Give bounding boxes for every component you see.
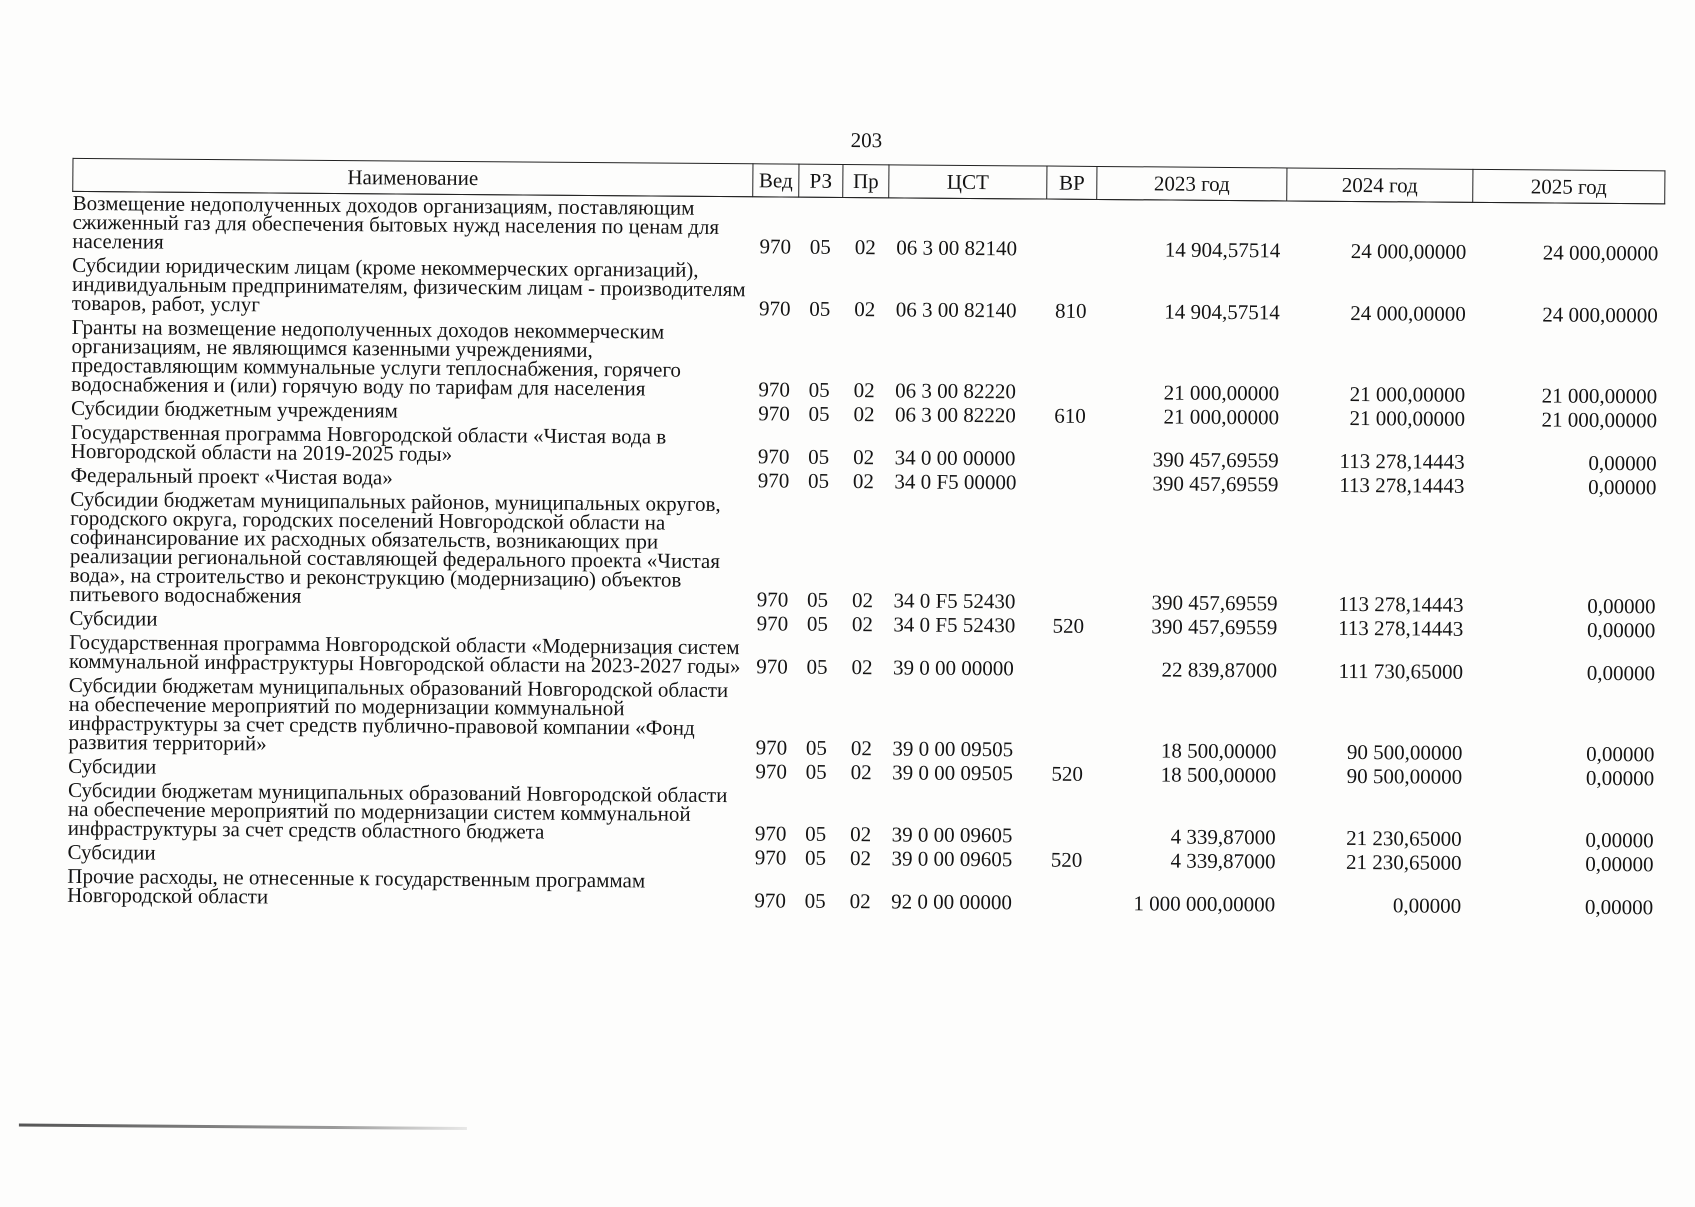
cell-y2025: 0,00000 [1588, 474, 1657, 500]
cell-vr [1042, 787, 1092, 849]
cell-y2023: 390 457,69559 [1152, 471, 1279, 497]
cell-y2025: 24 000,00000 [1542, 302, 1658, 328]
cell-rz: 05 [808, 401, 830, 426]
cell-y2025: 0,00000 [1586, 660, 1656, 686]
cell-name: Субсидии бюджетам муниципальных районов, муниципальных округов, городского округа, городских поселений Новгородской области на софинансирование их расходных обязательств, возникающих при реализации региональной составляющей федерального проекта «Чистая вода», на строительство и реконструкцию (модернизацию) объектов питьевого водоснабжения [69, 486, 721, 608]
cell-rz: 05 [805, 735, 827, 760]
cell-vr [1044, 472, 1094, 496]
cell-pr: 02 [850, 736, 872, 761]
cell-y2025: 0,00000 [1587, 593, 1656, 619]
cell-name: Возмещение недополученных доходов организациям, поставляющим сжиженный газ для обеспечения бытовых нужд населения по ценам для населения [72, 190, 720, 254]
cell-cst: 34 0 F5 52430 [893, 612, 1016, 638]
cell-ved: 970 [759, 296, 791, 321]
cell-y2023: 18 500,00000 [1160, 762, 1277, 788]
cell-vr: 610 [1054, 403, 1086, 428]
cell-rz: 05 [806, 587, 829, 612]
cell-rz: 05 [808, 377, 830, 402]
cell-y2024: 113 278,14443 [1338, 615, 1464, 641]
cell-pr: 02 [851, 588, 874, 613]
table-row [69, 488, 1662, 619]
cell-pr: 02 [854, 297, 876, 322]
cell-cst: 34 0 F5 00000 [894, 469, 1017, 495]
header-pr: Пр [843, 164, 889, 197]
cell-y2024: 21 230,65000 [1346, 825, 1462, 851]
cell-y2023: 21 000,00000 [1163, 380, 1280, 406]
cell-cst: 39 0 00 09605 [891, 822, 1013, 848]
cell-y2025: 0,00000 [1586, 741, 1655, 767]
cell-ved: 970 [755, 759, 788, 784]
table-body [67, 191, 1665, 920]
cell-y2024: 24 000,00000 [1350, 238, 1467, 264]
header-cst: ЦСТ [889, 165, 1047, 199]
header-2025: 2025 год [1473, 169, 1665, 204]
cell-name: Субсидии [69, 605, 158, 631]
cell-y2025: 0,00000 [1584, 894, 1654, 920]
cell-name: Прочие расходы, не отнесенные к государственным программам Новгородской области [67, 863, 646, 909]
cell-y2025: 21 000,00000 [1541, 407, 1658, 433]
cell-y2024: 24 000,00000 [1350, 300, 1466, 326]
scan-artifact-line [19, 1124, 467, 1131]
header-2023: 2023 год [1097, 166, 1287, 200]
cell-rz: 05 [804, 845, 827, 870]
cell-vr [1043, 496, 1094, 615]
cell-ved: 970 [754, 821, 787, 846]
cell-cst: 39 0 00 09505 [892, 760, 1014, 786]
cell-vr [1042, 682, 1093, 763]
cell-cst: 39 0 00 09605 [891, 846, 1013, 872]
cell-y2023: 14 904,57514 [1164, 237, 1281, 263]
cell-name: Субсидии бюджетным учреждениям [70, 395, 398, 423]
table-row [68, 674, 1661, 768]
cell-pr: 02 [849, 846, 872, 871]
cell-vr: 520 [1052, 613, 1085, 638]
budget-table [67, 158, 1666, 920]
cell-pr: 02 [853, 378, 875, 403]
header-name: Наименование [73, 158, 753, 196]
cell-y2025: 24 000,00000 [1542, 240, 1659, 266]
cell-vr: 810 [1054, 298, 1087, 323]
cell-y2024: 113 278,14443 [1339, 472, 1465, 498]
cell-cst: 39 0 00 00000 [892, 655, 1014, 681]
cell-name: Субсидии [67, 839, 156, 865]
page-number: 203 [850, 128, 883, 153]
cell-name: Субсидии бюджетам муниципальных образований Новгородской области на обеспечение мероприятий по модернизации коммунальной инфраструктуры за счет средств публично-правовой компании «Фонд развития территорий» [68, 672, 729, 756]
cell-cst: 06 3 00 82140 [896, 235, 1018, 261]
cell-rz: 05 [806, 654, 828, 679]
cell-pr: 02 [852, 469, 875, 494]
cell-vr [1041, 873, 1091, 916]
cell-pr: 02 [853, 402, 875, 427]
header-ved: Вед [753, 164, 799, 197]
cell-rz: 05 [804, 888, 826, 913]
cell-vr [1043, 639, 1093, 682]
cell-ved: 970 [754, 888, 787, 913]
cell-y2023: 22 839,87000 [1161, 657, 1278, 683]
cell-name: Федеральный проект «Чистая вода» [70, 462, 393, 490]
cell-ved: 970 [754, 845, 787, 870]
cell-name: Гранты на возмещение недополученных доходов некоммерческим организациям, не являющимся казенными учреждениями, предоставляющим коммунальные услуги теплоснабжения, горячего водоснабжения и (или) горячую воду по тарифам для населения [71, 314, 682, 401]
cell-rz: 05 [805, 759, 827, 784]
cell-ved: 970 [757, 444, 790, 469]
cell-vr [1045, 324, 1096, 405]
cell-pr: 02 [851, 655, 873, 680]
cell-ved: 970 [755, 735, 788, 760]
cell-cst: 34 0 00 00000 [894, 445, 1016, 471]
table-row [71, 316, 1664, 410]
cell-y2023: 1 000 000,00000 [1133, 891, 1276, 917]
header-2024: 2024 год [1287, 168, 1473, 202]
cell-ved: 970 [756, 587, 789, 612]
cell-y2025: 0,00000 [1585, 827, 1654, 853]
cell-cst: 34 0 F5 52430 [893, 588, 1016, 614]
cell-name: Субсидии юридическим лицам (кроме некоммерческих организаций), индивидуальным предпринимателям, физическим лицам - производителям товаров, работ, услуг [71, 252, 746, 317]
cell-y2025: 0,00000 [1587, 617, 1656, 643]
cell-y2024: 21 000,00000 [1349, 381, 1466, 407]
cell-rz: 05 [805, 821, 827, 846]
cell-vr [1046, 199, 1096, 262]
cell-name: Государственная программа Новгородской области «Чистая вода в Новгородской области на 2019-2025 годы» [70, 419, 667, 466]
cell-cst: 06 3 00 82220 [895, 378, 1017, 404]
cell-y2023: 390 457,69559 [1152, 447, 1279, 473]
cell-y2023: 390 457,69559 [1151, 614, 1278, 640]
cell-name: Государственная программа Новгородской области «Модернизация систем коммунальной инфраструктуры Новгородской области на 2023-2027 годы» [68, 629, 741, 679]
cell-pr: 02 [851, 612, 873, 637]
cell-ved: 970 [756, 654, 788, 679]
cell-rz: 05 [809, 296, 831, 321]
cell-cst: 92 0 00 00000 [891, 889, 1013, 915]
cell-y2024: 113 278,14443 [1339, 448, 1465, 474]
cell-y2024: 111 730,65000 [1338, 658, 1464, 684]
cell-ved: 970 [758, 401, 790, 426]
cell-rz: 05 [808, 444, 830, 469]
cell-cst: 06 3 00 82220 [894, 402, 1016, 428]
cell-cst: 39 0 00 09505 [892, 736, 1014, 762]
cell-rz: 05 [806, 611, 828, 636]
cell-y2024: 90 500,00000 [1346, 739, 1463, 765]
cell-y2023: 14 904,57514 [1164, 299, 1280, 325]
cell-rz: 05 [807, 468, 830, 493]
cell-y2024: 113 278,14443 [1338, 591, 1464, 617]
cell-pr: 02 [850, 822, 872, 847]
cell-y2023: 21 000,00000 [1163, 404, 1280, 430]
header-vr: ВР [1047, 166, 1097, 199]
cell-vr [1045, 429, 1095, 472]
cell-pr: 02 [853, 445, 875, 470]
cell-cst: 06 3 00 82140 [895, 297, 1017, 323]
cell-pr: 02 [854, 235, 876, 260]
cell-y2025: 0,00000 [1585, 851, 1654, 877]
cell-y2024: 21 230,65000 [1345, 849, 1462, 875]
cell-name: Субсидии [68, 753, 157, 779]
cell-name: Субсидии бюджетам муниципальных образований Новгородской области на обеспечение мероприятий по модернизации систем коммунальной инфраструктуры за счет средств областного бюджета [67, 777, 728, 844]
cell-rz: 05 [809, 234, 831, 259]
cell-pr: 02 [849, 889, 871, 914]
cell-y2024: 21 000,00000 [1349, 405, 1466, 431]
cell-y2025: 21 000,00000 [1541, 383, 1658, 409]
cell-vr: 520 [1051, 761, 1084, 786]
cell-y2025: 0,00000 [1588, 450, 1657, 476]
cell-ved: 970 [756, 611, 789, 636]
cell-ved: 970 [758, 377, 791, 402]
cell-ved: 970 [757, 468, 790, 493]
cell-y2023: 18 500,00000 [1160, 738, 1277, 764]
cell-y2023: 390 457,69559 [1151, 590, 1278, 616]
header-rz: РЗ [799, 164, 843, 197]
cell-y2023: 4 339,87000 [1170, 848, 1276, 874]
cell-y2024: 0,00000 [1392, 893, 1462, 918]
cell-y2025: 0,00000 [1585, 765, 1655, 791]
cell-y2023: 4 339,87000 [1170, 824, 1276, 850]
cell-ved: 970 [759, 234, 792, 259]
cell-pr: 02 [850, 760, 872, 785]
cell-vr: 520 [1050, 847, 1083, 872]
cell-y2024: 90 500,00000 [1346, 763, 1463, 789]
